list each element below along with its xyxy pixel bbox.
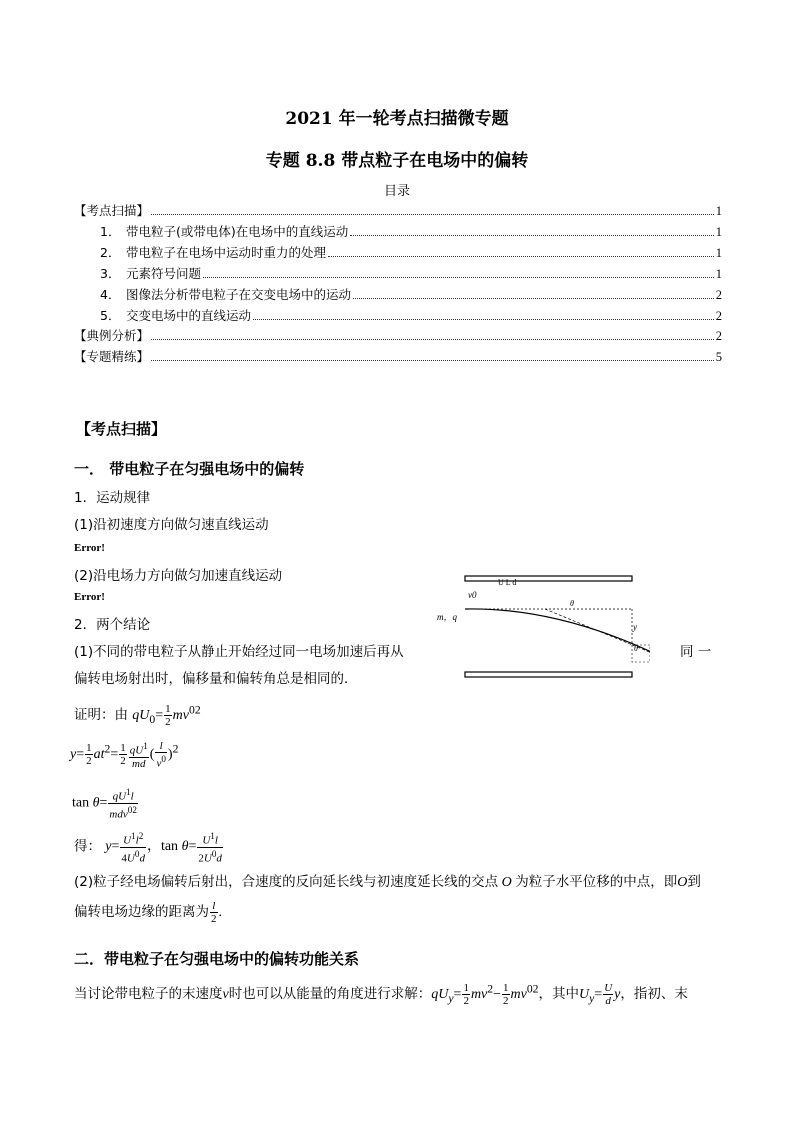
toc-entry[interactable]: [74, 306, 722, 324]
proof-line: 证明：由 $qU_0=$ $\frac{1}{2}$ $mv^{02}$: [74, 703, 201, 729]
result-label: 得：: [74, 838, 101, 855]
paragraph-3c: 偏转电场射出时，偏移量和偏转角总是相同的．: [74, 671, 358, 687]
toc-entry[interactable]: [74, 326, 722, 344]
v0-label: v0: [468, 590, 477, 600]
toc-entry[interactable]: [74, 243, 722, 261]
toc-leader-dots: [151, 339, 714, 340]
toc-entry-label: 图像法分析带电粒子在交变电场中的运动: [126, 287, 352, 302]
y-label: y: [633, 622, 637, 632]
equation-tan: tan θ= $\frac{qU^1l}{mdv^{02}}$: [72, 787, 137, 821]
paragraph-3b: 同 一: [680, 644, 712, 660]
toc-entry-label: 带电粒子在电场中运动时重力的处理: [126, 245, 327, 260]
toc-entry[interactable]: [74, 285, 722, 303]
paragraph-3a: (1)不同的带电粒子从静止开始经过同一电场加速后再从: [74, 644, 404, 660]
toc-entry-page: 2: [715, 329, 722, 343]
paragraph-6d-text: ，指初、末: [620, 986, 688, 1002]
toc-leader-dots: [253, 319, 714, 320]
paragraph-4: (2)粒子经电场偏转后射出，合速度的反向延长线与初速度延长线的交点 O 为粒子水平位移的中点，即O到: [74, 874, 701, 890]
deflection-diagram: [420, 568, 650, 680]
toc-entry[interactable]: [74, 222, 722, 240]
toc-entry-page: 1: [715, 204, 722, 218]
toc-entry-label: 元素符号问题: [126, 266, 202, 281]
particle-trajectory: [465, 609, 650, 658]
toc-entry-number: 3．: [100, 266, 121, 281]
paragraph-1: (1)沿初速度方向做匀速直线运动: [74, 517, 269, 533]
item-1: 1．运动规律: [74, 490, 151, 506]
scan-heading: 【考点扫描】: [76, 420, 167, 438]
toc-heading: 目录: [383, 184, 410, 199]
toc-entry-number: 5．: [100, 308, 121, 323]
bottom-plate: [465, 672, 632, 677]
document-title: 2021 年一轮考点扫描微专题: [285, 109, 509, 129]
paragraph-6: 当讨论带电粒子的末速度v时也可以从能量的角度进行求解：$qU_y=$ $\frac{1}{2}$ $mv^2-$ $\frac{1}{2}$ $mv^{02}$，其中$U_y=$ $\frac{U}{d}$ y，指初、末: [74, 982, 688, 1008]
toc-entry-label: 【典例分析】: [74, 328, 150, 343]
equation-y: y= $\frac{1}{2}$ $at^2=$ $\frac{1}{2}$ $\frac{qU^1}{md}$ ( $\frac{l}{v^0}$ )$^2$: [70, 740, 179, 770]
toc-entry-label: 带电粒子(或带电体)在电场中的直线运动: [126, 224, 349, 239]
toc-entry-label: 交变电场中的直线运动: [126, 308, 252, 323]
theta-label-2: θ: [634, 644, 638, 653]
paragraph-4-text: (2)粒子经电场偏转后射出，合速度的反向延长线与初速度延长线的交点: [74, 874, 499, 890]
toc-leader-dots: [203, 277, 714, 278]
item-2: 2．两个结论: [74, 617, 151, 633]
toc-leader-dots: [151, 360, 714, 361]
toc-leader-dots: [151, 214, 714, 215]
mass-charge-label: m，q: [437, 612, 457, 622]
toc-entry-page: 2: [715, 309, 722, 323]
toc-entry-page: 1: [715, 225, 722, 239]
toc-entry-number: 2．: [100, 245, 121, 260]
plate-labels: U L d: [498, 578, 517, 587]
paragraph-6b-text: 时也可以从能量的角度进行求解：: [228, 986, 432, 1002]
toc-entry-page: 1: [715, 267, 722, 281]
paragraph-4b-text: 为粒子水平位移的中点，即: [515, 874, 678, 890]
toc-entry[interactable]: [74, 201, 722, 219]
section-1-heading: 一． 带电粒子在匀强电场中的偏转: [74, 460, 305, 478]
paragraph-5-text: 偏转电场边缘的距离为: [74, 904, 209, 920]
paragraph-6c-text: ，其中: [538, 986, 579, 1002]
paragraph-4c-text: 到: [687, 874, 701, 890]
result-line: 得： y= $\frac{U^1l^2}{4U^0d}$ ，tan θ= $\frac{U^1l}{2U^0d}$: [74, 831, 222, 865]
toc-entry-page: 2: [715, 288, 722, 302]
document-subtitle: 专题 8.8 带点粒子在电场中的偏转: [265, 151, 529, 171]
toc-entry-page: 5: [715, 350, 722, 364]
toc-entry-label: 【专题精练】: [74, 349, 150, 364]
theta-label-1: θ: [570, 599, 574, 608]
toc-leader-dots: [328, 256, 714, 257]
paragraph-6-text: 当讨论带电粒子的末速度: [74, 986, 223, 1002]
section-2-heading: 二．带电粒子在匀强电场中的偏转功能关系: [74, 950, 360, 968]
toc-entry[interactable]: [74, 264, 722, 282]
top-plate: [465, 576, 632, 581]
toc-entry-label: 【考点扫描】: [74, 203, 150, 218]
toc-leader-dots: [350, 235, 713, 236]
toc-entry-number: 4．: [100, 287, 121, 302]
paragraph-5: 偏转电场边缘的距离为 $\frac{l}{2}$ .: [74, 900, 222, 926]
toc-leader-dots: [353, 298, 714, 299]
error-text-2: Error!: [74, 591, 105, 603]
toc-entry-number: 1．: [100, 224, 121, 239]
paragraph-2: (2)沿电场力方向做匀加速直线运动: [74, 568, 283, 584]
toc-entry[interactable]: [74, 347, 722, 365]
error-text-1: Error!: [74, 542, 105, 554]
toc-entry-page: 1: [715, 246, 722, 260]
proof-label: 证明：由: [74, 707, 128, 723]
